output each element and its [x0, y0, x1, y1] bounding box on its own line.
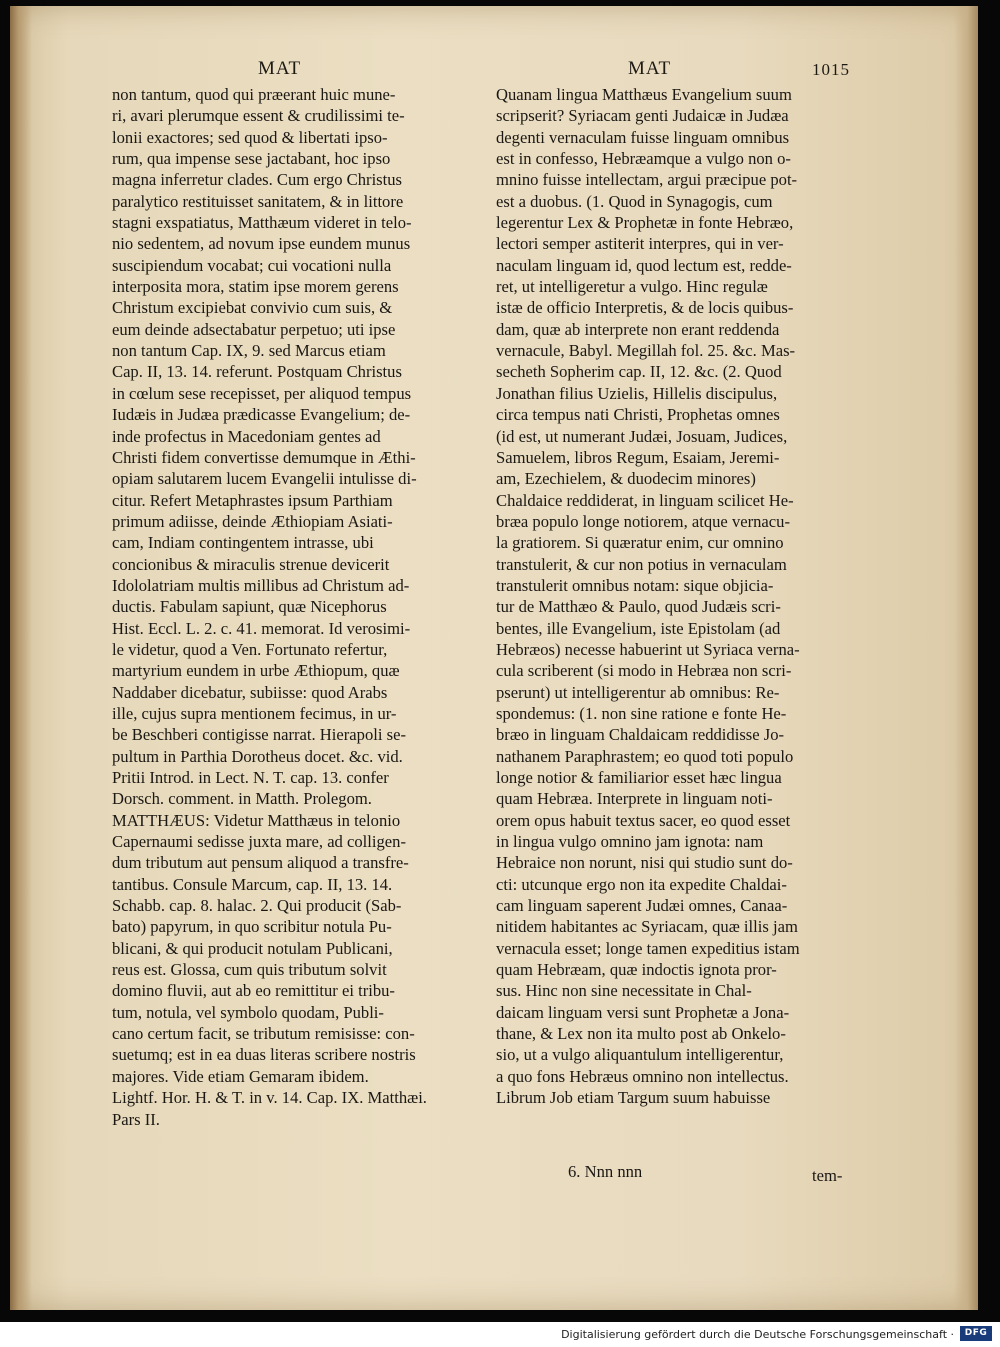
- signature-mark: 6. Nnn nnn: [568, 1162, 643, 1181]
- right-column-line: Jonathan filius Uzielis, Hillelis discipulus,: [496, 383, 778, 403]
- right-text-column: [496, 84, 846, 1109]
- catchword: tem-: [812, 1166, 843, 1185]
- right-column-line: transtulerit omnibus notam: sique objicia-: [496, 575, 774, 595]
- left-column-line: non tantum Cap. IX, 9. sed Marcus etiam: [112, 341, 386, 361]
- left-column-line: Pritii Introd. in Lect. N. T. cap. 13. confer: [112, 768, 389, 787]
- right-column-line: spondemus: (1. non sine ratione e fonte He-: [496, 703, 787, 723]
- right-column-line: cam linguam saperent Judæi omnes, Canaa-: [496, 896, 788, 916]
- funding-credit: Digitalisierung gefördert durch die Deutsche Forschungsgemeinschaft ·: [561, 1328, 954, 1341]
- right-column-line: mnino fuisse intellectam, argui præcipue pot-: [496, 170, 798, 190]
- left-column-line: opiam salutarem lucem Evangelii intulisse di-: [112, 469, 417, 489]
- right-column-line: sus. Hinc non sine necessitate in Chal-: [496, 981, 752, 1001]
- left-column-line: rum, qua impense sese jactabant, hoc ipso: [112, 149, 391, 169]
- right-column-line: bræo in linguam Chaldaicam reddidisse Jo-: [496, 725, 785, 745]
- left-column-line: inde profectus in Macedoniam gentes ad: [112, 426, 381, 446]
- left-column-line: le videtur, quod a Ven. Fortunato refertur,: [112, 639, 388, 659]
- right-column-line: Hebraice non norunt, nisi qui studio sunt do-: [496, 853, 793, 873]
- left-column-line: tantibus. Consule Marcum, cap. II, 13. 14.: [112, 874, 393, 894]
- right-column-line: lectori semper astiterit interpres, qui in ver-: [496, 234, 784, 254]
- digitization-footer: [0, 1322, 1000, 1347]
- left-column-line: paralytico restituisset sanitatem, & in littore: [112, 191, 404, 211]
- left-column-line: Idololatriam multis millibus ad Christum ad-: [112, 575, 410, 595]
- right-column-line: Chaldaice reddiderat, in linguam scilicet He-: [496, 490, 794, 510]
- right-column-line: est a duobus. (1. Quod in Synagogis, cum: [496, 191, 773, 211]
- right-column-line: la gratiorem. Si quæratur enim, cur omnino: [496, 533, 784, 553]
- right-column-line: transtulerit, & cur non potius in vernaculam: [496, 554, 787, 574]
- right-running-head: MAT: [628, 58, 672, 79]
- right-column-line: est in confesso, Hebræamque a vulgo non o-: [496, 149, 791, 169]
- right-column-line: tur de Matthæo & Paulo, quod Judæis scri-: [496, 597, 781, 617]
- left-column-line: concionibus & miraculis strenue devicerit: [112, 554, 390, 574]
- right-column-line: bræa populo longe notiorem, atque vernacu-: [496, 511, 790, 531]
- right-column-line: sio, ut a vulgo aliquantulum intelligerentur,: [496, 1045, 784, 1065]
- right-column-line: secheth Sopherim cap. II, 12. &c. (2. Quod: [496, 362, 782, 382]
- left-column-line: lonii exactores; sed quod & libertati ipso-: [112, 127, 388, 147]
- left-column-line: Christi fidem convertisse demumque in Æthi-: [112, 447, 416, 467]
- page-spine-shadow: [10, 6, 32, 1310]
- right-column-line: am, Ezechielem, & duodecim minores): [496, 469, 756, 489]
- left-column-line: interposita mora, statim ipse morem gerens: [112, 277, 399, 297]
- left-column-line: majores. Vide etiam Gemaram ibidem.: [112, 1066, 369, 1086]
- right-column-line: quam Hebræam, quæ indoctis ignota pror-: [496, 960, 777, 980]
- left-column-line: ri, avari plerumque essent & crudilissimi te-: [112, 106, 405, 126]
- right-column-line: pserunt) ut intelligerentur ab omnibus: Re-: [496, 682, 780, 702]
- left-column-line: reus est. Glossa, cum quis tributum solvit: [112, 960, 387, 980]
- left-column-line: stagni exspatiatus, Matthæum videret in telo-: [112, 213, 412, 233]
- left-column-line: dum tributum aut pensum aliquod a transfre-: [112, 853, 409, 873]
- right-column-line: naculam linguam id, quod lectum est, redde-: [496, 255, 792, 275]
- left-text-column: [112, 84, 468, 1130]
- left-column-line: nio sedentem, ad novum ipse eundem munus: [112, 234, 411, 254]
- left-column-line: ductis. Fabulam sapiunt, quæ Nicephorus: [112, 597, 387, 617]
- right-column-line: nitidem habitantes ac Syriacam, quæ illis jam: [496, 917, 798, 937]
- left-running-head: MAT: [258, 58, 302, 79]
- left-column-line: Naddaber dicebatur, subiisse: quod Arabs: [112, 682, 388, 702]
- right-column-line: Samuelem, libros Regum, Esaiam, Jeremi-: [496, 447, 780, 467]
- right-column-line: Quanam lingua Matthæus Evangelium suum: [496, 85, 792, 104]
- right-column-line: cti: utcunque ergo non ita expedite Chaldai-: [496, 874, 787, 894]
- right-column-line: quam Hebræa. Interprete in linguam noti-: [496, 789, 773, 809]
- left-column-line: Capernaumi sedisse juxta mare, ad colligen-: [112, 832, 406, 852]
- right-column-line: Librum Job etiam Targum suum habuisse: [496, 1088, 771, 1108]
- left-column-line: suscipiendum vocabat; cui vocationi nulla: [112, 255, 392, 275]
- left-column-line: Pars II.: [112, 1109, 160, 1129]
- left-column-line: eum deinde adsectabatur perpetuo; uti ipse: [112, 319, 396, 339]
- right-column-line: scripserit? Syriacam genti Judaicæ in Judæa: [496, 106, 789, 126]
- right-column-line: orem opus habuit textus sacer, eo quod esset: [496, 810, 791, 830]
- right-column-line: Hebræos) necesse habuerint ut Syriaca verna-: [496, 639, 800, 659]
- right-column-line: istæ de officio Interpretis, & de locis quibus-: [496, 298, 794, 318]
- left-column-line: pultum in Parthia Dorotheus docet. &c. vid.: [112, 746, 403, 766]
- right-column-line: cula scriberent (si modo in Hebræa non scri-: [496, 661, 792, 681]
- right-column-line: vernacule, Babyl. Megillah fol. 25. &c. Mas-: [496, 341, 796, 361]
- dfg-logo: DFG: [960, 1326, 992, 1341]
- right-column-line: dam, quæ ab interprete non erant reddenda: [496, 319, 780, 339]
- left-column-line: martyrium eundem in urbe Æthiopum, quæ: [112, 661, 400, 681]
- page-edge-shadow: [954, 6, 978, 1310]
- left-column-line: Cap. II, 13. 14. referunt. Postquam Christus: [112, 362, 402, 382]
- left-column-line: bato) papyrum, in quo scribitur notula Pu-: [112, 917, 392, 937]
- right-column-line: in lingua vulgo omnino jam ignota: nam: [496, 832, 764, 852]
- left-column-line: blicani, & qui producit notulam Publicani,: [112, 938, 393, 958]
- left-column-line: cano certum facit, se tributum remisisse: con-: [112, 1024, 415, 1044]
- left-column-line: cam, Indiam contingentem intrasse, ubi: [112, 533, 374, 553]
- left-column-line: Lightf. Hor. H. & T. in v. 14. Cap. IX. Matthæi.: [112, 1088, 427, 1108]
- left-column-line: ille, cujus supra mentionem fecimus, in ur-: [112, 703, 397, 723]
- left-column-line: primum adiisse, deinde Æthiopiam Asiati-: [112, 511, 393, 531]
- right-column-line: bentes, ille Evangelium, iste Epistolam (ad: [496, 618, 781, 638]
- right-column-line: a quo fons Hebræus omnino non intellectus.: [496, 1066, 789, 1086]
- right-column-line: nathanem Paraphrastem; eo quod toti populo: [496, 746, 794, 766]
- right-column-line: degenti vernaculam fuisse linguam omnibus: [496, 127, 790, 147]
- left-column-line: Iudæis in Judæa prædicasse Evangelium; de-: [112, 405, 411, 425]
- right-column-line: (id est, ut numerant Judæi, Josuam, Judices,: [496, 426, 788, 446]
- left-column-line: Dorsch. comment. in Matth. Prolegom.: [112, 789, 372, 809]
- right-column-line: daicam linguam versi sunt Prophetæ a Jona-: [496, 1002, 790, 1022]
- left-column-line: Schabb. cap. 8. halac. 2. Qui producit (Sab-: [112, 896, 402, 916]
- left-column-line: tum, notula, vel symbolo quodam, Publi-: [112, 1002, 384, 1022]
- left-column-line: MATTHÆUS: Videtur Matthæus in telonio: [112, 810, 401, 830]
- right-column-line: circa tempus nati Christi, Prophetas omnes: [496, 405, 780, 425]
- right-column-line: longe notior & familiarior esset hæc lingua: [496, 768, 782, 787]
- left-column-line: Christum excipiebat convivio cum suis, &: [112, 298, 393, 318]
- left-column-line: citur. Refert Metaphrastes ipsum Parthiam: [112, 490, 393, 510]
- right-column-line: thane, & Lex non ita multo post ab Onkelo-: [496, 1024, 786, 1044]
- left-column-line: suetumq; est in ea duas literas scribere nostris: [112, 1045, 416, 1065]
- left-column-line: Hist. Eccl. L. 2. c. 41. memorat. Id verosimi-: [112, 618, 411, 638]
- left-column-line: domino fluvii, aut ab eo remittitur ei tribu-: [112, 981, 395, 1001]
- right-column-line: ret, ut intelligeretur a vulgo. Hinc regulæ: [496, 277, 768, 297]
- right-column-line: vernacula esset; longe tamen expeditius istam: [496, 938, 800, 958]
- left-column-line: non tantum, quod qui præerant huic mune-: [112, 85, 396, 104]
- right-column-line: legerentur Lex & Prophetæ in fonte Hebræo,: [496, 213, 794, 233]
- left-column-line: be Beschberi contigisse narrat. Hierapoli se-: [112, 725, 406, 745]
- left-column-line: magna inferretur clades. Cum ergo Christus: [112, 170, 403, 190]
- left-column-line: in cœlum sese recepisset, per aliquod tempus: [112, 383, 412, 403]
- page-number: 1015: [812, 60, 850, 79]
